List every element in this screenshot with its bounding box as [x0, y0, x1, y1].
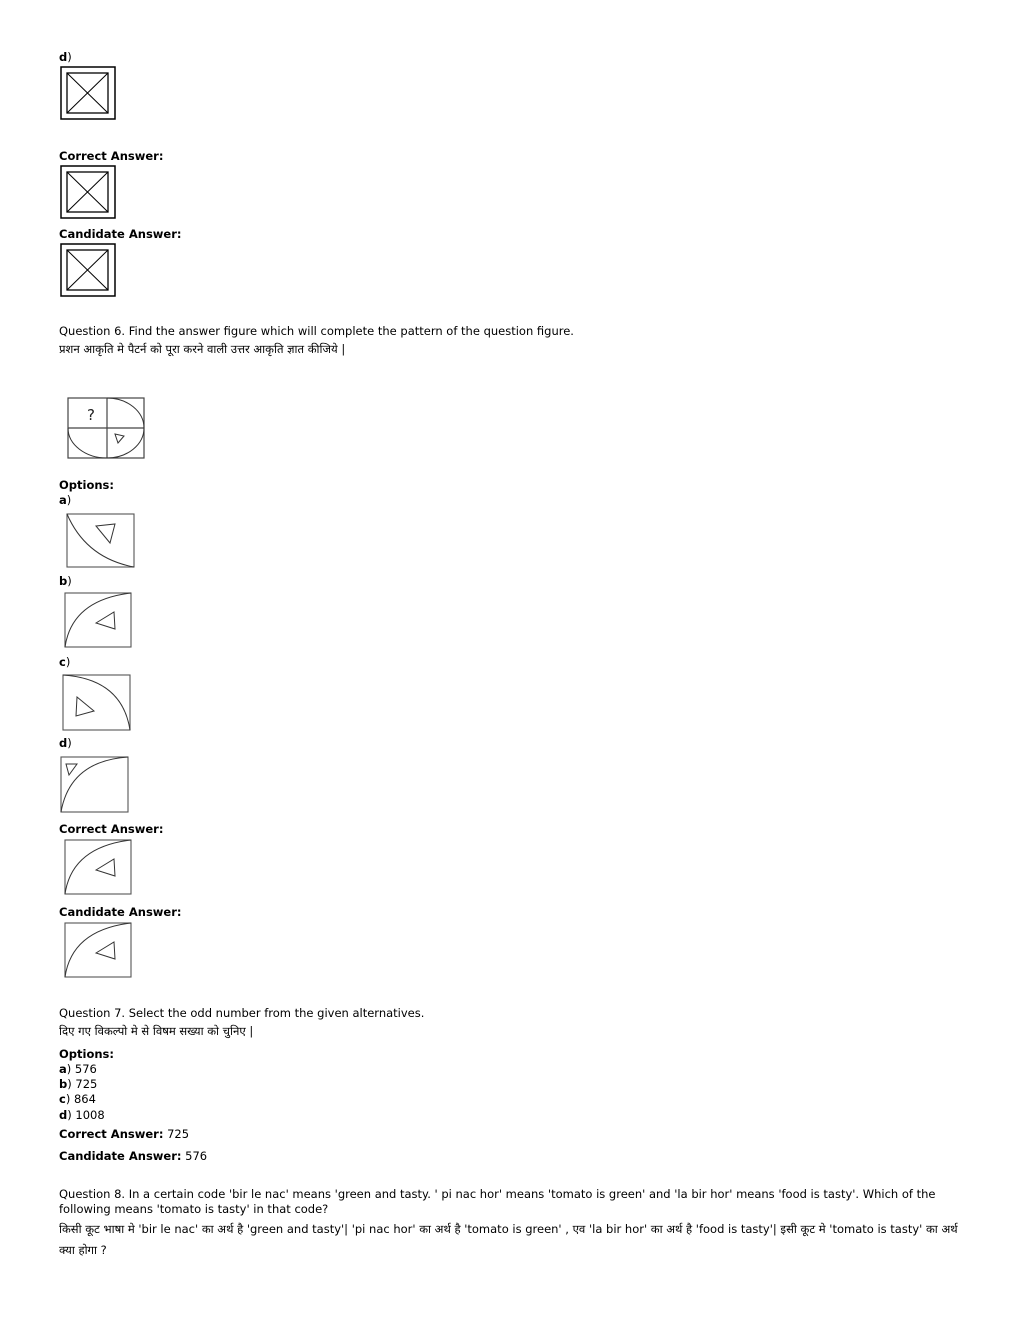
q6-option-c-figure[interactable] — [62, 674, 132, 732]
q7-candidate-answer: Candidate Answer: 576 — [59, 1149, 208, 1163]
square-cross-icon — [60, 66, 117, 121]
square-cross-icon — [60, 243, 117, 298]
q5-correct-answer-label: Correct Answer: — [59, 149, 164, 163]
q7-option-d[interactable]: d) 1008 — [59, 1108, 105, 1122]
arc-triangle-figure-icon — [64, 592, 134, 650]
square-cross-icon — [60, 165, 117, 220]
q7-question-text-en: Question 7. Select the odd number from the given alternatives. — [59, 1006, 425, 1020]
arc-triangle-figure-icon — [60, 756, 130, 814]
q6-question-text-en: Question 6. Find the answer figure which will complete the pattern of the question figure. — [59, 324, 574, 338]
q6-candidate-answer-label: Candidate Answer: — [59, 905, 182, 919]
q6-options-label: Options: — [59, 478, 114, 492]
arc-triangle-figure-icon — [64, 839, 134, 897]
q6-option-b-label[interactable]: b) — [59, 574, 72, 588]
svg-text:?: ? — [87, 406, 95, 424]
q6-question-text-hi: प्रशन आकृति मे पैटर्न को पूरा करने वाली उत्तर आकृति ज्ञात कीजिये | — [59, 342, 346, 356]
q7-question-text-hi: दिए गए विकल्पो मे से विषम सख्या को चुनिए | — [59, 1024, 254, 1038]
arc-triangle-figure-icon — [64, 922, 134, 980]
q6-option-a-figure[interactable] — [66, 513, 136, 569]
quadrant-ellipse-figure-icon — [67, 397, 146, 460]
q5-option-d-figure — [60, 66, 117, 121]
q6-option-a-label[interactable]: a) — [59, 493, 72, 507]
q6-correct-answer-figure — [64, 839, 134, 897]
q5-correct-answer-figure — [60, 165, 117, 220]
q7-option-a[interactable]: a) 576 — [59, 1062, 97, 1076]
q6-option-d-figure[interactable] — [60, 756, 130, 814]
q8-question-text-en: Question 8. In a certain code 'bir le nac' means 'green and tasty. ' pi nac hor' means 'tomato is green' and 'la bir hor' means 'food is tasty'. Which of the following means 'tomato is tasty' in that code? — [59, 1187, 936, 1216]
q7-correct-answer: Correct Answer: 725 — [59, 1127, 190, 1141]
q8-question-text-hi: किसी कूट भाषा मे 'bir le nac' का अर्थ है 'green and tasty'| 'pi nac hor' का अर्थ है 'tomato is green' , एव 'la bir hor' का अर्थ है 'food is tasty'| इसी कूट मे 'tomato is tasty' का अर्थ क्या होगा ? — [59, 1222, 958, 1257]
q6-option-b-figure[interactable] — [64, 592, 134, 650]
q7-option-b[interactable]: b) 725 — [59, 1077, 98, 1091]
q5-candidate-answer-figure — [60, 243, 117, 298]
q7-option-c[interactable]: c) 864 — [59, 1092, 96, 1106]
q6-correct-answer-label: Correct Answer: — [59, 822, 164, 836]
q5-candidate-answer-label: Candidate Answer: — [59, 227, 182, 241]
q6-option-c-label[interactable]: c) — [59, 655, 71, 669]
q6-candidate-answer-figure — [64, 922, 134, 980]
arc-triangle-figure-icon — [66, 513, 136, 569]
q6-option-d-label[interactable]: d) — [59, 736, 72, 750]
q6-question-figure — [67, 397, 146, 460]
q7-options-label: Options: — [59, 1047, 114, 1061]
arc-triangle-figure-icon — [62, 674, 132, 732]
q5-option-d-label: d) — [59, 50, 72, 64]
